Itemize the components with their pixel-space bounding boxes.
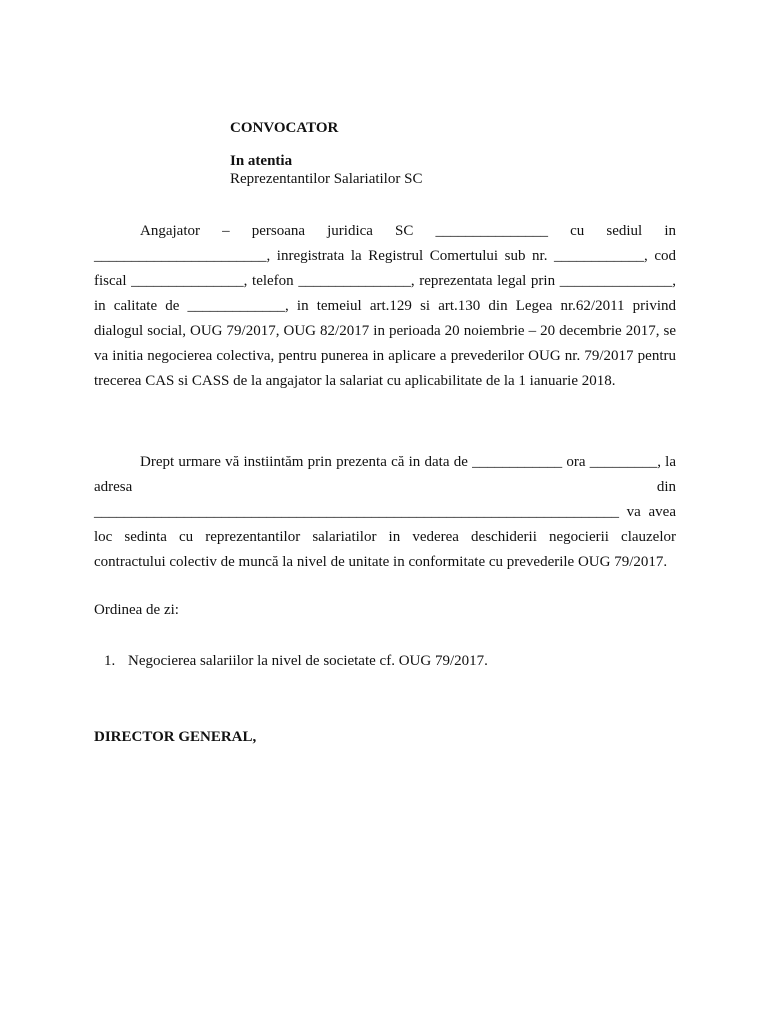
document-title: CONVOCATOR	[230, 120, 339, 136]
signature-line: DIRECTOR GENERAL,	[94, 729, 257, 745]
agenda-heading: Ordinea de zi:	[94, 602, 179, 618]
paragraph-employer-details: Angajator – persoana juridica SC _______________ cu sediul in _______________________, inregistrata la Registrul Comertului sub nr. ____________, cod fiscal _______________, telefon _______________, reprezentata legal prin _______________, in calitate de _____________, in temeiul art.129 si art.130 din Legea nr.62/2011 privind dialogul social, OUG 79/2017, OUG 82/2017 in perioada 20 noiembrie – 20 decembrie 2017, se va initia negocierea colectiva, pentru punerea in aplicare a prevederilor OUG nr. 79/2017 pentru trecerea CAS si CASS de la angajator la salariat cu aplicabilitate de la 1 ianuarie 2018.	[94, 223, 676, 389]
paragraph-meeting-notice: Drept urmare vă instiintăm prin prezenta că in data de ____________ ora _________, la adresa din ______________________________________________________________________ va avea loc sedinta cu reprezentantilor salariatilor in vederea deschiderii negocierii clauzelor contractului colectiv de muncă la nivel de unitate in conformitate cu prevederile OUG 79/2017.	[94, 454, 676, 570]
attention-heading: In atentia	[230, 153, 293, 169]
agenda-list	[104, 653, 488, 670]
agenda-item-number: 1.	[104, 653, 116, 669]
attention-recipient: Reprezentantilor Salariatilor SC	[230, 171, 423, 187]
agenda-item-text: Negocierea salariilor la nivel de societate cf. OUG 79/2017.	[128, 653, 488, 669]
list-item	[104, 653, 488, 670]
